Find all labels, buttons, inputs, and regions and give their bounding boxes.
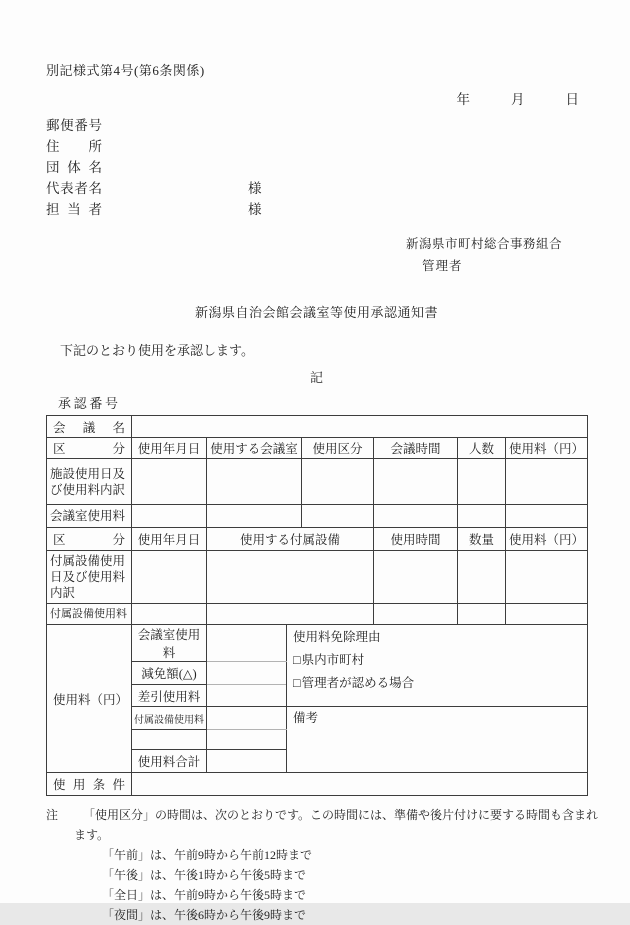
room-subtotal-cell (458, 505, 506, 528)
fee-equipment-value-cell (207, 707, 287, 730)
room-subtotal-cell (374, 505, 458, 528)
equip-date-cell (132, 551, 207, 604)
equip-subtotal-label: 付属設備使用料 (47, 604, 132, 625)
room-header-room: 使用する会議室 (207, 438, 302, 459)
equip-time-cell (374, 551, 458, 604)
contact-person-honorific: 様 (248, 202, 262, 217)
date-day-label: 日 (565, 92, 579, 107)
fee-net-label: 差引使用料 (132, 685, 207, 707)
room-subtotal-label: 会議室使用料 (47, 505, 132, 528)
equip-subtotal-cell (207, 604, 374, 625)
equipment-subtotal-row (47, 604, 588, 625)
fee-equipment-label: 付属設備使用料 (132, 707, 207, 730)
checkbox-icon: □ (293, 653, 301, 667)
room-header-time: 会議時間 (374, 438, 458, 459)
contact-person-label: 担当者 (46, 202, 102, 217)
contact-person-line (46, 199, 587, 220)
room-header-date: 使用年月日 (132, 438, 207, 459)
room-header-slot: 使用区分 (302, 438, 374, 459)
meeting-name-row (47, 416, 588, 438)
equip-subtotal-cell (506, 604, 588, 625)
equip-quantity-cell (458, 551, 506, 604)
room-time-cell (374, 459, 458, 505)
room-header-people: 人数 (458, 438, 506, 459)
sender-title: 管理者 (422, 259, 463, 273)
fee-blank-value-cell (207, 730, 287, 750)
remarks-label: 備考 (293, 711, 319, 725)
note-item-afternoon: 「午後」は、午後1時から午後5時まで (102, 868, 307, 882)
remarks-block (287, 707, 588, 773)
postal-code-label: 郵便番号 (46, 118, 102, 133)
room-room-cell (207, 459, 302, 505)
equip-header-time: 使用時間 (374, 528, 458, 551)
exemption-block (287, 625, 588, 707)
exemption-option-manager (293, 672, 581, 695)
approval-number-label: 承認番号 (58, 396, 118, 411)
recipient-block (46, 115, 587, 220)
room-subtotal-cell (506, 505, 588, 528)
checkbox-icon: □ (293, 676, 301, 690)
fee-room-value-cell (207, 625, 287, 662)
note-text: 「使用区分」の時間は、次のとおりです。この時間には、準備や後片付けに要する時間も含まれ (83, 808, 599, 822)
conditions-row (47, 773, 588, 796)
equip-subtotal-cell (458, 604, 506, 625)
fee-section-label: 使用料（円） (47, 625, 132, 773)
room-detail-row (47, 459, 588, 505)
date-year-label: 年 (456, 92, 470, 107)
form-number: 別記様式第4号(第6条関係) (46, 63, 205, 78)
address-label: 住所 (46, 139, 102, 154)
equip-header-category: 区分 (47, 528, 132, 551)
room-fee-cell (506, 459, 588, 505)
organization-line (46, 157, 587, 178)
representative-line (46, 178, 587, 199)
note-prefix: 注 (46, 808, 59, 822)
meeting-name-value-cell (132, 416, 588, 438)
note-item-morning: 「午前」は、午前9時から午前12時まで (102, 848, 313, 862)
room-header-category: 区分 (47, 438, 132, 459)
fee-net-value-cell (207, 685, 287, 707)
note-line-1 (46, 805, 599, 825)
conditions-value-cell (132, 773, 588, 796)
usage-table (46, 415, 588, 625)
room-header-row (47, 438, 588, 459)
equip-subtotal-cell (132, 604, 207, 625)
fee-reduction-value-cell (207, 662, 287, 685)
ki-heading: 記 (309, 370, 323, 385)
equip-header-date: 使用年月日 (132, 528, 207, 551)
notes-block (46, 805, 599, 925)
address-line (46, 136, 587, 157)
note-item-evening: 「夜間」は、午後6時から午後9時まで (102, 908, 307, 922)
note-item-allday: 「全日」は、午前9時から午後5時まで (102, 888, 307, 902)
equip-fee-cell (506, 551, 588, 604)
approval-number-line (46, 393, 587, 412)
sender-block (46, 233, 587, 277)
equip-header-fee: 使用料（円） (506, 528, 588, 551)
representative-label: 代表者名 (46, 181, 102, 196)
equip-subtotal-cell (374, 604, 458, 625)
equip-header-quantity: 数量 (458, 528, 506, 551)
date-line (46, 88, 587, 108)
fee-blank-label (132, 730, 207, 750)
room-subtotal-row (47, 505, 588, 528)
representative-honorific: 様 (248, 181, 262, 196)
exemption-option-municipality (293, 649, 581, 672)
room-header-fee: 使用料（円） (506, 438, 588, 459)
equipment-detail-row (47, 551, 588, 604)
equipment-header-row (47, 528, 588, 551)
room-date-cell (132, 459, 207, 505)
date-month-label: 月 (511, 92, 525, 107)
intro-text: 下記のとおり使用を承認します。 (60, 343, 254, 358)
fee-reduction-label: 減免額(△) (132, 662, 207, 685)
room-slot-cell (302, 459, 374, 505)
conditions-label: 使用条件 (47, 773, 132, 796)
organization-label: 団体名 (46, 160, 102, 175)
room-subtotal-cell (132, 505, 207, 528)
fee-row-room (47, 625, 588, 662)
exemption-option-label: 管理者が認める場合 (301, 676, 415, 690)
postal-code-line (46, 115, 587, 136)
equip-equipment-cell (207, 551, 374, 604)
sender-organization: 新潟県市町村総合事務組合 (406, 237, 563, 251)
fee-room-label: 会議室使用料 (132, 625, 207, 662)
equip-detail-label: 付属設備使用日及び使用料内訳 (47, 551, 132, 604)
equip-header-equipment: 使用する付属設備 (207, 528, 374, 551)
meeting-name-label: 会議名 (47, 416, 132, 438)
note-line-2: ます。 (74, 828, 110, 842)
exemption-option-label: 県内市町村 (301, 653, 365, 667)
fee-total-label: 使用料合計 (132, 750, 207, 773)
document-title: 新潟県自治会館会議室等使用承認通知書 (194, 305, 438, 320)
room-detail-label: 施設使用日及び使用料内訳 (47, 459, 132, 505)
exemption-title: 使用料免除理由 (293, 630, 381, 644)
fee-summary-table (46, 624, 588, 796)
room-people-cell (458, 459, 506, 505)
fee-total-value-cell (207, 750, 287, 773)
room-subtotal-cell (207, 505, 302, 528)
room-subtotal-cell (302, 505, 374, 528)
